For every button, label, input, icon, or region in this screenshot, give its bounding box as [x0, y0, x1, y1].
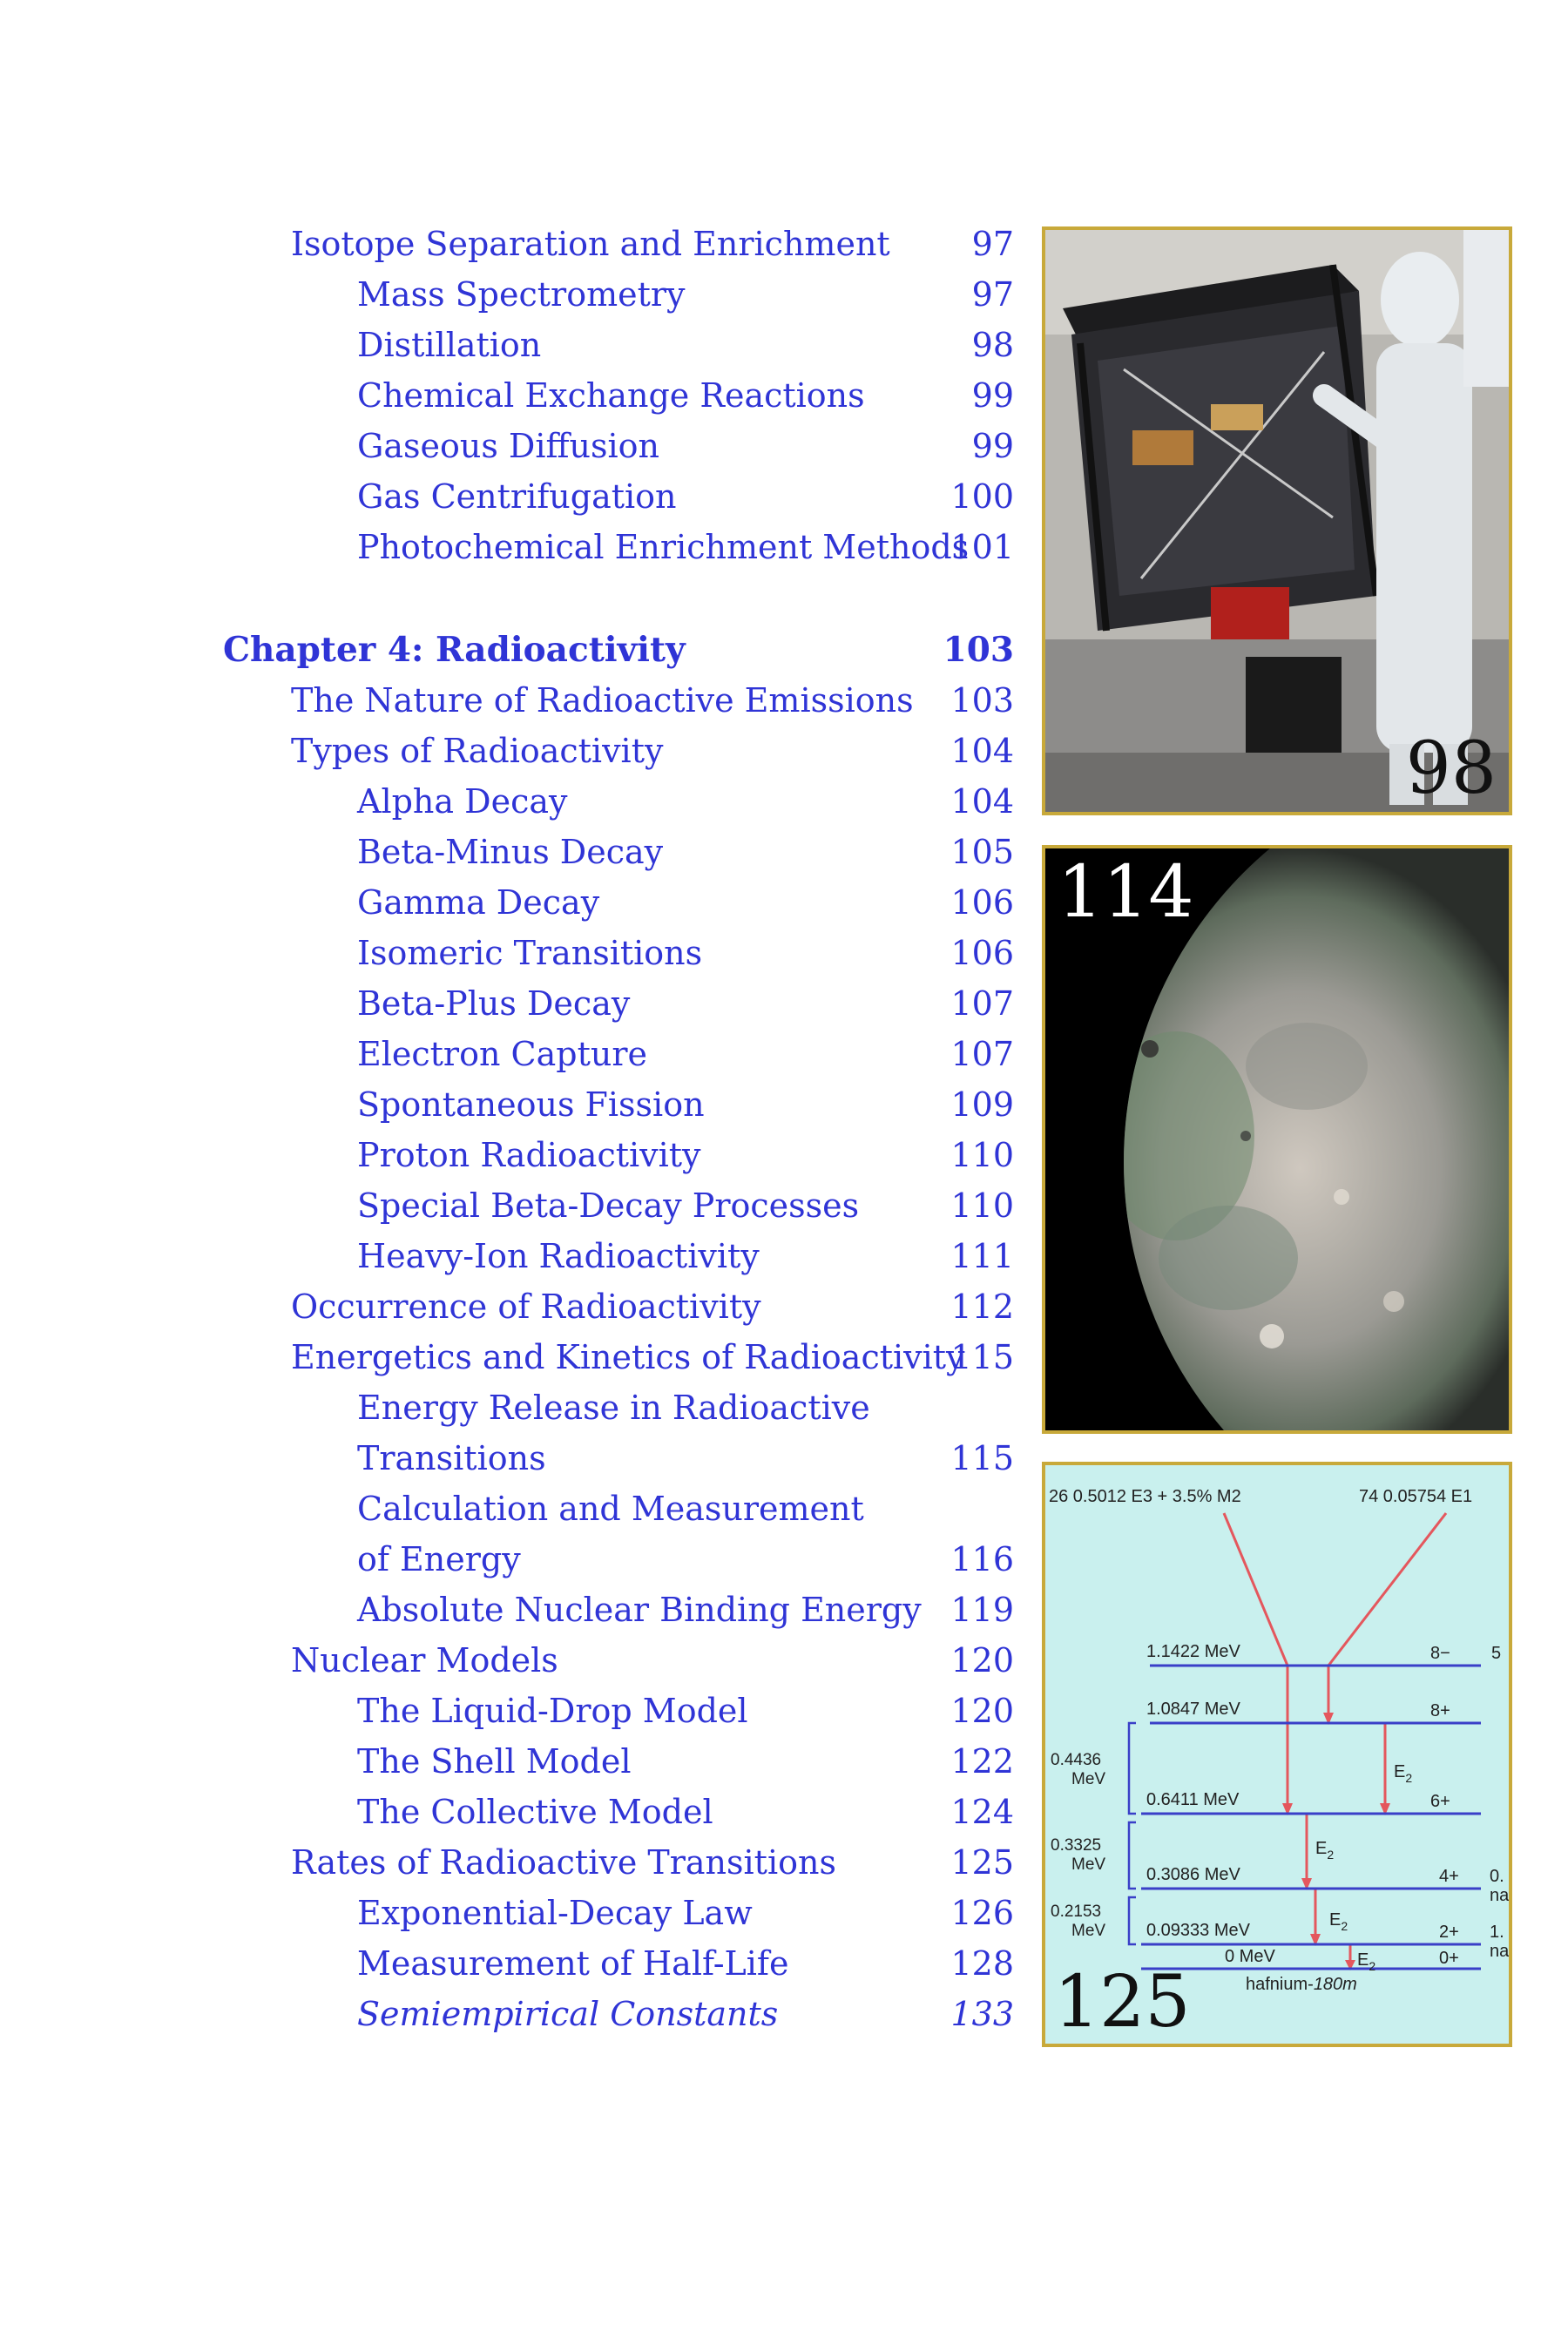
figure-lab-photo[interactable]	[1042, 226, 1512, 815]
bracket-value-label: 0.4436	[1051, 1751, 1102, 1769]
toc-entry-title: The Nature of Radioactive Emissions	[291, 681, 914, 720]
toc-entry-page: 133	[950, 1995, 1014, 2033]
toc-entry[interactable]	[223, 1331, 1014, 1383]
toc-entry-page: 125	[950, 1843, 1014, 1882]
toc-entry-title: Energetics and Kinetics of Radioactivity	[291, 1338, 965, 1376]
level-spin-label: 6+	[1430, 1792, 1450, 1811]
toc-entry-title: Isomeric Transitions	[357, 934, 703, 972]
toc-entry-title: Chapter 4: Radioactivity	[223, 630, 686, 670]
bracket-value-label: 0.3325	[1051, 1836, 1102, 1855]
toc-entry[interactable]	[223, 1078, 1014, 1131]
toc-entry[interactable]	[223, 977, 1014, 1030]
toc-entry-title: Absolute Nuclear Binding Energy	[357, 1591, 922, 1629]
level-energy-label: 1.0847 MeV	[1146, 1700, 1240, 1719]
toc-entry-title: Transitions	[357, 1439, 546, 1477]
figure-moon-photo[interactable]	[1042, 845, 1512, 1434]
level-spin-label: 8+	[1430, 1701, 1450, 1720]
level-spin-label: 8−	[1430, 1644, 1450, 1663]
level-energy-label: 0.09333 MeV	[1146, 1921, 1250, 1940]
toc-entry-title: Energy Release in Radioactive	[357, 1389, 870, 1427]
top-left-transition-label: 26 0.5012 E3 + 3.5% M2	[1049, 1487, 1241, 1506]
level-edge-label: 1.	[1490, 1923, 1504, 1942]
toc-entry[interactable]	[223, 1432, 1014, 1484]
toc-entry-page: 101	[950, 528, 1014, 566]
toc-entry-page: 103	[943, 630, 1014, 670]
toc-entry[interactable]	[223, 1634, 1014, 1686]
toc-entry-title: Calculation and Measurement	[357, 1490, 864, 1528]
toc-entry-page: 106	[950, 934, 1014, 972]
level-energy-label: 0.6411 MeV	[1146, 1790, 1240, 1809]
toc-entry-title: Heavy-Ion Radioactivity	[357, 1237, 760, 1275]
toc-entry-page: 98	[971, 326, 1014, 364]
figure-decay-diagram[interactable]	[1042, 1462, 1512, 2047]
toc-entry-page: 112	[950, 1288, 1014, 1326]
toc-entry[interactable]	[223, 1230, 1014, 1282]
toc-entry-page: 106	[950, 883, 1014, 922]
toc-entry-title: of Energy	[357, 1540, 521, 1578]
transition-type-label: $E_2$	[1357, 1950, 1376, 1973]
toc-entry-title: The Shell Model	[357, 1742, 632, 1781]
toc-entry[interactable]	[223, 420, 1014, 472]
toc-entry[interactable]	[223, 1281, 1014, 1333]
toc-entry-page: 100	[950, 477, 1014, 516]
toc-entry[interactable]	[223, 1836, 1014, 1889]
toc-entry-page: 120	[950, 1692, 1014, 1730]
toc-entry-page: 122	[950, 1742, 1014, 1781]
transition-type-label: $E_2$	[1329, 1910, 1348, 1933]
bracket-value-label: 0.2153	[1051, 1903, 1102, 1921]
toc-entry-page: 110	[950, 1136, 1014, 1174]
toc-entry[interactable]	[223, 674, 1014, 727]
toc-entry-title: Spontaneous Fission	[357, 1085, 705, 1124]
toc-entry-page: 110	[950, 1186, 1014, 1225]
level-spin-label: 0+	[1439, 1949, 1459, 1968]
toc-entry-page: 107	[950, 984, 1014, 1023]
toc-entry[interactable]	[223, 319, 1014, 371]
toc-entry-title: Exponential-Decay Law	[357, 1894, 753, 1932]
toc-entry-page: 105	[950, 833, 1014, 871]
toc-entry[interactable]	[223, 1584, 1014, 1636]
toc-entry-title: The Collective Model	[357, 1793, 713, 1831]
level-energy-label: 0.3086 MeV	[1146, 1865, 1240, 1884]
toc-entry[interactable]	[223, 876, 1014, 929]
toc-entry-page: 116	[950, 1540, 1014, 1578]
bracket-unit-label: MeV	[1071, 1855, 1106, 1874]
toc-entry-title: Distillation	[357, 326, 542, 364]
toc-entry-title: Nuclear Models	[291, 1641, 558, 1680]
toc-entry[interactable]	[223, 1028, 1014, 1080]
toc-entry-title: Types of Radioactivity	[291, 732, 664, 770]
top-right-transition-label: 74 0.05754 E1	[1359, 1487, 1473, 1506]
toc-entry-page: 97	[971, 225, 1014, 263]
transition-type-label: $E_2$	[1315, 1839, 1335, 1862]
toc-entry-title: Mass Spectrometry	[357, 275, 686, 314]
toc-entry[interactable]	[223, 1533, 1014, 1585]
toc-entry[interactable]	[223, 775, 1014, 828]
transition-type-label: $E_2$	[1394, 1762, 1413, 1785]
toc-entry-title: Alpha Decay	[357, 782, 568, 821]
toc-entry[interactable]	[223, 1685, 1014, 1737]
diagram-caption: hafnium-180m	[1246, 1975, 1357, 1994]
toc-entry-page: 107	[950, 1035, 1014, 1073]
figure-page-badge: 114	[1058, 851, 1194, 934]
toc-entry-title: Beta-Minus Decay	[357, 833, 664, 871]
toc-entry[interactable]	[223, 1887, 1014, 1939]
figure-page-badge: 125	[1054, 1961, 1191, 2044]
toc-entry-title: Occurrence of Radioactivity	[291, 1288, 761, 1326]
level-spin-label: 4+	[1439, 1867, 1459, 1886]
toc-entry-page: 126	[950, 1894, 1014, 1932]
level-edge-label: na	[1490, 1886, 1509, 1905]
level-spin-label: 2+	[1439, 1923, 1459, 1942]
bracket-unit-label: MeV	[1071, 1922, 1106, 1940]
decay-level-diagram	[1045, 1465, 1509, 2044]
toc-entry[interactable]	[223, 826, 1014, 878]
toc-chapter-heading[interactable]	[223, 624, 1014, 676]
toc-entry[interactable]	[223, 725, 1014, 777]
toc-entry-title: The Liquid-Drop Model	[357, 1692, 748, 1730]
lab-photo-image	[1045, 230, 1509, 812]
toc-entry-title: Isotope Separation and Enrichment	[291, 225, 890, 263]
toc-entry-title: Photochemical Enrichment Methods	[357, 528, 970, 566]
level-energy-label: 1.1422 MeV	[1146, 1642, 1240, 1661]
toc-entry-title: Special Beta-Decay Processes	[357, 1186, 860, 1225]
toc-entry-title: Proton Radioactivity	[357, 1136, 701, 1174]
moon-image	[1045, 848, 1509, 1430]
toc-entry-page: 109	[950, 1085, 1014, 1124]
toc-entry-page: 99	[971, 427, 1014, 465]
level-energy-label: 0 MeV	[1225, 1947, 1275, 1966]
figure-page-badge: 98	[1405, 727, 1497, 810]
toc-entry-page: 115	[950, 1338, 1014, 1376]
toc-entry-title: Chemical Exchange Reactions	[357, 376, 865, 415]
toc-entry-title: Semiempirical Constants	[357, 1995, 779, 2033]
toc-entry[interactable]	[223, 1129, 1014, 1181]
toc-entry-page: 128	[950, 1944, 1014, 1983]
toc-entry-page: 97	[971, 275, 1014, 314]
toc-entry-page: 103	[950, 681, 1014, 720]
toc-entry-page: 120	[950, 1641, 1014, 1680]
toc-entry[interactable]	[223, 268, 1014, 321]
toc-entry-title: Gaseous Diffusion	[357, 427, 660, 465]
toc-entry-page: 115	[950, 1439, 1014, 1477]
toc-entry[interactable]	[223, 1179, 1014, 1232]
toc-entry-page: 119	[950, 1591, 1014, 1629]
toc-entry-page: 111	[950, 1237, 1014, 1275]
toc-entry-title: Electron Capture	[357, 1035, 647, 1073]
toc-entry[interactable]	[223, 521, 1014, 573]
level-edge-label: na	[1490, 1942, 1509, 1961]
toc-entry-page: 104	[950, 732, 1014, 770]
toc-entry[interactable]	[223, 369, 1014, 422]
toc-entry-title: Rates of Radioactive Transitions	[291, 1843, 836, 1882]
toc-entry-page: 124	[950, 1793, 1014, 1831]
toc-entry[interactable]	[223, 1382, 1014, 1434]
toc-entry[interactable]	[223, 218, 1014, 270]
toc-entry[interactable]	[223, 1988, 1014, 2040]
toc-entry[interactable]	[223, 1937, 1014, 1990]
toc-entry-title: Measurement of Half-Life	[357, 1944, 789, 1983]
toc-entry-page: 99	[971, 376, 1014, 415]
toc-entry[interactable]	[223, 927, 1014, 979]
level-edge-label: 0.	[1490, 1867, 1504, 1886]
toc-entry-page: 104	[950, 782, 1014, 821]
toc-entry[interactable]	[223, 470, 1014, 523]
toc-entry-title: Gas Centrifugation	[357, 477, 677, 516]
toc-entry[interactable]	[223, 1735, 1014, 1788]
toc-entry[interactable]	[223, 1483, 1014, 1535]
toc-entry[interactable]	[223, 1786, 1014, 1838]
toc-entry-title: Gamma Decay	[357, 883, 600, 922]
bracket-unit-label: MeV	[1071, 1770, 1106, 1788]
level-edge-label: 5	[1491, 1644, 1502, 1663]
toc-entry-title: Beta-Plus Decay	[357, 984, 631, 1023]
